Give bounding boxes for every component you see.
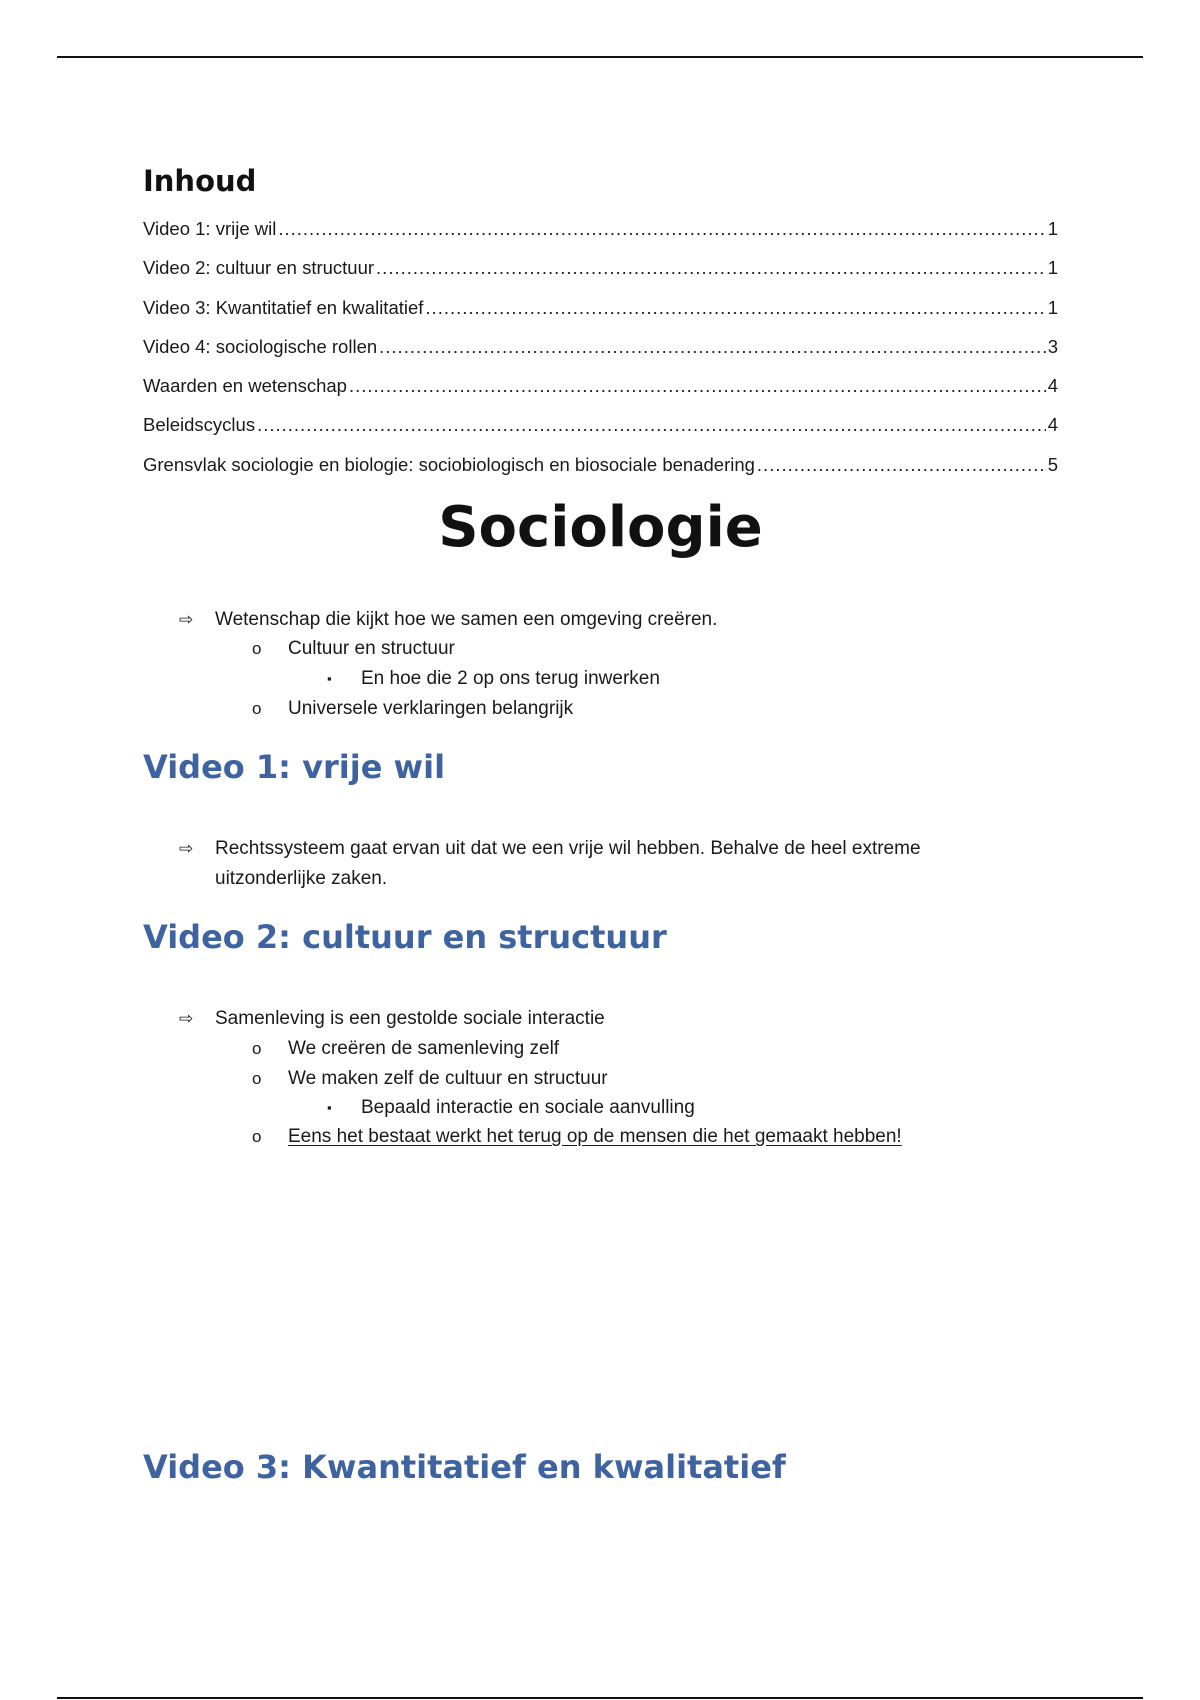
list-item-text: Rechtssysteem gaat ervan uit dat we een vrije wil hebben. Behalve de heel extreme — [215, 838, 921, 859]
circle-bullet-icon: o — [252, 699, 262, 718]
toc-entry-label: Video 3: Kwantitatief en kwalitatief — [143, 296, 424, 318]
toc-entry-label: Video 2: cultuur en structuur — [143, 257, 375, 279]
circle-bullet-icon: o — [252, 639, 262, 658]
toc-leader-dots — [257, 414, 1046, 436]
list-item-text: Cultuur en structuur — [288, 638, 455, 659]
list-item-text: uitzonderlijke zaken. — [215, 868, 388, 889]
circle-bullet-icon: o — [252, 1127, 262, 1146]
list-item — [327, 665, 660, 693]
toc-entry-page: 3 — [1047, 335, 1058, 357]
list-item — [179, 606, 718, 634]
toc-entry-label: Waarden en wetenschap — [143, 375, 347, 397]
circle-bullet-icon: o — [252, 1069, 262, 1088]
list-item — [252, 1035, 560, 1063]
list-item-text: Eens het bestaat werkt het terug op de mensen die het gemaakt hebben! — [288, 1126, 902, 1147]
header-rule — [57, 56, 1143, 58]
toc-entry[interactable] — [143, 297, 1058, 336]
list-item-continuation — [215, 865, 387, 893]
toc-entry[interactable] — [143, 375, 1058, 414]
toc-entry-page: 4 — [1047, 375, 1058, 397]
section-heading: Video 1: vrije wil — [143, 748, 446, 786]
list-item-text: We creëren de samenleving zelf — [288, 1038, 560, 1059]
list-item-text: En hoe die 2 op ons terug inwerken — [361, 668, 660, 689]
toc-entry-page: 5 — [1047, 453, 1058, 475]
toc-entry-page: 1 — [1047, 296, 1058, 318]
toc-leader-dots — [349, 375, 1046, 397]
list-item — [252, 695, 574, 723]
toc-leader-dots — [425, 297, 1045, 319]
toc-entry-label: Video 4: sociologische rollen — [143, 335, 378, 357]
section-heading: Video 2: cultuur en structuur — [143, 918, 667, 956]
list-item-text: Wetenschap die kijkt hoe we samen een omgeving creëren. — [215, 609, 718, 630]
document-title: Sociologie — [438, 495, 763, 560]
square-bullet-icon: ▪ — [327, 1100, 332, 1115]
toc-entry-page: 1 — [1047, 257, 1058, 279]
list-item-text: We maken zelf de cultuur en structuur — [288, 1068, 608, 1089]
toc-entry[interactable] — [143, 336, 1058, 375]
toc-entry-label: Video 1: vrije wil — [143, 218, 277, 239]
toc-entry-label: Grensvlak sociologie en biologie: sociobiologisch en biosociale benadering — [143, 453, 755, 475]
list-item — [252, 1123, 902, 1151]
list-item-text: Bepaald interactie en sociale aanvulling — [361, 1097, 695, 1118]
arrow-bullet-icon: ⇨ — [179, 839, 194, 858]
toc-leader-dots — [379, 336, 1046, 358]
toc-entry[interactable] — [143, 414, 1058, 453]
toc-entry[interactable] — [143, 257, 1058, 296]
square-bullet-icon: ▪ — [327, 671, 332, 686]
toc-entry-page: 4 — [1047, 414, 1058, 436]
list-item — [327, 1094, 695, 1122]
circle-bullet-icon: o — [252, 1039, 262, 1058]
toc-leader-dots — [757, 454, 1046, 476]
list-item — [252, 635, 455, 663]
toc-entry[interactable] — [143, 218, 1058, 257]
table-of-contents — [143, 218, 1058, 493]
section-heading: Video 3: Kwantitatief en kwalitatief — [143, 1448, 786, 1486]
list-item — [179, 1005, 605, 1033]
arrow-bullet-icon: ⇨ — [179, 1009, 194, 1028]
toc-leader-dots — [376, 257, 1046, 279]
list-item-text: Universele verklaringen belangrijk — [288, 698, 574, 719]
toc-entry-page: 1 — [1047, 218, 1058, 239]
list-item — [179, 835, 921, 863]
list-item — [252, 1065, 608, 1093]
toc-entry-label: Beleidscyclus — [143, 414, 256, 436]
list-item-text: Samenleving is een gestolde sociale interactie — [215, 1008, 605, 1029]
toc-leader-dots — [278, 218, 1045, 240]
toc-heading: Inhoud — [143, 164, 257, 198]
arrow-bullet-icon: ⇨ — [179, 610, 194, 629]
toc-entry[interactable] — [143, 454, 1058, 493]
footer-rule — [57, 1697, 1143, 1699]
